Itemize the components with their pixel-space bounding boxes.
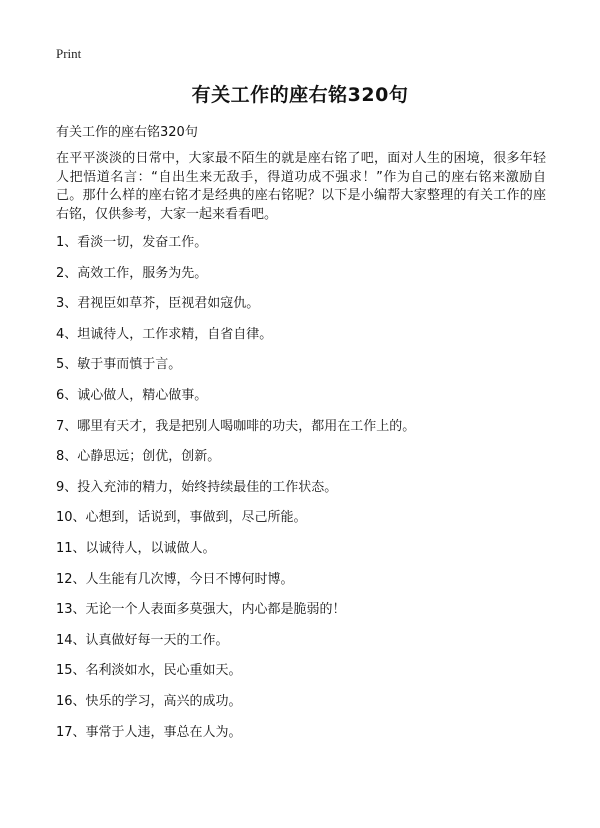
list-item: 9、投入充沛的精力，始终持续最佳的工作状态。 bbox=[56, 479, 338, 495]
intro-paragraph: 在平平淡淡的日常中，大家最不陌生的就是座右铭了吧，面对人生的困境，很多年轻人把悟道名言：“自出生来无敌手，得道功成不强求！”作为自己的座右铭来激励自己。那什么样的座右铭才是经典的座右铭呢？以下是小编帮大家整理的有关工作的座右铭，仅供参考，大家一起来看看吧。 bbox=[56, 151, 546, 222]
list-item: 2、高效工作，服务为先。 bbox=[56, 265, 208, 281]
list-item: 3、君视臣如草芥，臣视君如寇仇。 bbox=[56, 296, 260, 312]
list-item: 13、无论一个人表面多莫强大，内心都是脆弱的！ bbox=[56, 602, 346, 618]
list-item: 6、诚心做人，精心做事。 bbox=[56, 387, 208, 403]
page-title: 有关工作的座右铭320句 bbox=[191, 84, 409, 106]
print-label: Print bbox=[56, 46, 82, 61]
list-item: 4、坦诚待人，工作求精，自省自律。 bbox=[56, 326, 273, 342]
list-item: 1、看淡一切，发奋工作。 bbox=[56, 235, 208, 250]
list-item: 5、敏于事而慎于言。 bbox=[56, 357, 182, 373]
list-item: 16、快乐的学习，高兴的成功。 bbox=[56, 693, 242, 709]
list-item: 14、认真做好每一天的工作。 bbox=[56, 632, 229, 648]
list-item: 7、哪里有天才，我是把别人喝咖啡的功夫，都用在工作上的。 bbox=[56, 418, 416, 434]
article-subtitle: 有关工作的座右铭320句 bbox=[56, 125, 198, 140]
list-item: 8、心静思远；创优，创新。 bbox=[56, 449, 221, 465]
list-item: 15、名利淡如水，民心重如天。 bbox=[56, 663, 242, 679]
list-item: 12、人生能有几次博，今日不博何时博。 bbox=[56, 571, 294, 587]
list-item: 17、事常于人违，事总在人为。 bbox=[56, 724, 242, 740]
motto-list bbox=[56, 234, 546, 754]
list-item: 10、心想到，话说到，事做到，尽己所能。 bbox=[56, 510, 307, 526]
list-item: 11、以诚待人，以诚做人。 bbox=[56, 540, 216, 556]
